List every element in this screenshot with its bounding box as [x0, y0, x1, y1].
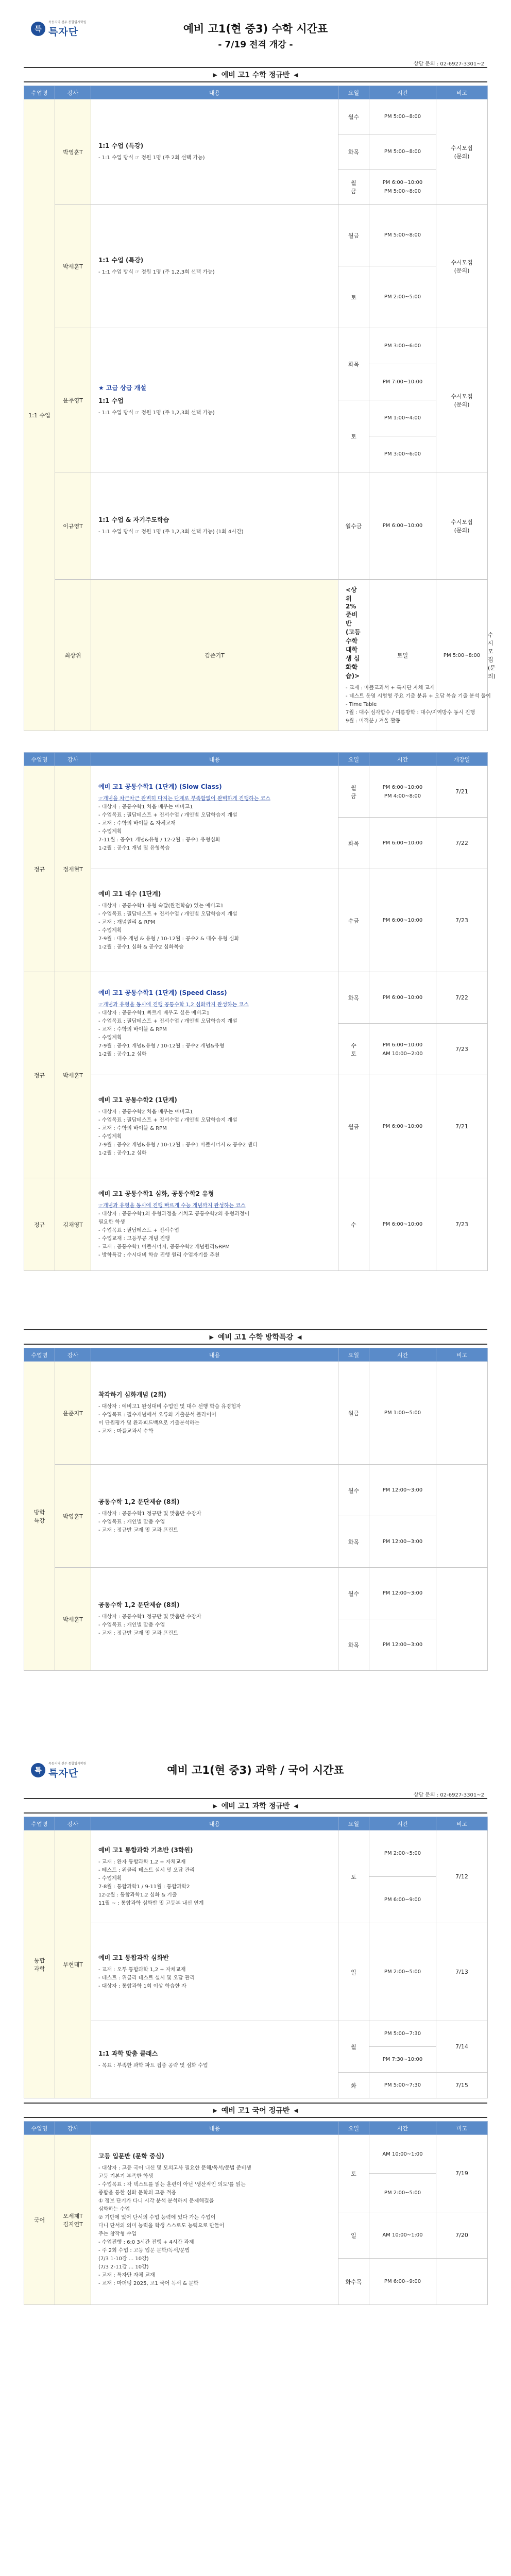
logo-tagline: 목동지역 선두 통합입시학원	[48, 21, 87, 24]
table-row: 화목 PM 6:00~10:00 7/22	[24, 818, 488, 869]
class-content: 고등 입문반 (문학 중심) - 대상자 : 고등 국어 내신 및 모의고사 필요한 문해/독서/문법 준비생 고등 기본기 부족한 학생 - 수업목표 : 각 텍스트를 읽는 훈련이 아닌 '생산적인 의도'를 읽는 종합을 통한 심화 문학의 고등 적응 ① 정보 단기가 다니 시각 분석 분석하지 문제해결을 심화하는 수업 ② 기반에 있어 단서의 수업 능력에 있다 가는 수업이 다니 단서의 의미 능력을 학생 스스로도 능력으로 만들어 주는 창작형 수업 - 수업진행 : 6:0 3시간 진행 + 4시간 과제 - 주 2회 수업 : 고등 입문 문학/독서/문법 (7/3 1-10강 ... 10강) (7/3 2-11강 ... 10강) - 교재 : 특자단 자체 교재 - 교재 : 마더텅 2025, 고1 국어 독서 & 문학	[91, 2135, 338, 2305]
academy-logo: 특 목동지역 선두 통합입시학원 특자단	[31, 1761, 86, 1780]
table-row: 일 AM 10:00~1:00 7/20	[24, 2212, 488, 2259]
triangle-left-icon: ◀	[294, 1802, 298, 1809]
class-content: 예비 고1 공통수학1 (1단계) (Slow Class) ☞개념을 차근차근 완벽히 다지는 단계로 부족함없이 완벽하게 진행하는 코스 - 대상자 : 공통수학1 처음 배우는 예비고1 - 수업목표 : 필답테스트 + 진서수업 / 개인별 오답학습지 개설 - 교재 : 수학의 바이블 & 자체교재 - 수업계획 7-11월 : 공수1 개념&유형 / 12-2월 : 공수1 유형심화 1-2월 : 공수1 개념 및 유형복습	[91, 766, 338, 869]
table-row: 정규 김채영T 예비 고1 공통수학1 심화, 공통수학2 유형 ☞개념과 유형을 동시에 진행 빠르게 수능 개념까지 완성하는 코스 - 대상자 : 공통수학1의 유형과정을 거치고 공통수학2의 유형과정이 필요한 학생 - 수업목표 : 필답테스트 + 진서수업 - 수업교재 : 고등부공 개념 진행 - 교재 : 공통수학1 마플시너지, 공통수학2 개념원리&RPM - 방학특강 : 수시대비 학습 진행 원리 수업자기를 추천 수 PM 6:00~10:00 7/23	[24, 1178, 488, 1271]
triangle-left-icon: ◀	[294, 71, 298, 78]
triangle-left-icon: ◀	[294, 2107, 298, 2114]
triangle-right-icon: ▶	[209, 1333, 214, 1341]
table-row: 정규 정재현T 예비 고1 공통수학1 (1단계) (Slow Class) ☞개념을 차근차근 완벽히 다지는 단계로 부족함없이 완벽하게 진행하는 코스 - 대상자 : 공통수학1 처음 배우는 예비고1 - 수업목표 : 필답테스트 + 진서수업 / 개인별 오답학습지 개설 - 교재 : 수학의 바이블 & 자체교재 - 수업계획 7-11월 : 공수1 개념&유형 / 12-2월 : 공수1 유형심화 1-2월 : 공수1 개념 및 유형복습 월 금 PM 6:00~10:00 PM 4:00~8:00 7/21	[24, 766, 488, 818]
class-content: 예비 고1 대수 (1단계) - 대상자 : 공통수학1 유형 숙달(완전학습) 있는 예비고1 - 수업목표 : 필답테스트 + 진서수업 / 개인별 오답학습지 개설 - 교재 : 개념원리 & RPM - 수업계획 7-9월 : 대수 개념 & 유형 / 10-12월 : 공수2 & 대수 유형 심화 1-2월 : 공수1 심화 & 공수2 심화복습	[91, 869, 338, 972]
table-row: 최상위 김준기T <상위 2% 준비반 (고등수학 대학생 심화학습)> - 교재 : 마플교과서 + 특자단 자체 교재 - 테스트 운영 시험형 주요 기출 분류 + 오답 복습 기출 분석 풀이 - Time Table 7월 : 대수 심각함수 / 여름방학 : 대수/지역방수 동시 진행 9월 : 미적분 / 겨울 활동 토일 PM 5:00~8:00 수시모집 (문의)	[24, 580, 488, 731]
table-row: PM 3:00~6:00	[24, 436, 488, 472]
class-content: 1:1 수업 & 자기주도학습 - 1:1 수업 방식 ☞ 정원 1명 (주 1,2,3회 선택 가능) (1회 4시간)	[91, 472, 338, 580]
table-row: 방학 특강 윤준지T 착각하기 심화개념 (2회) - 대상자 : 예비고1 완성대비 수업인 및 대수 선행 학습 유경험자 - 수업목표 : 필수개념에서 오류와 기출분석 블라이어 이 단원평가 및 완과피드백으로 기출분석하는 - 교재 : 마플교과서 수학 월금 PM 1:00~5:00	[24, 1362, 488, 1465]
table-row: 박영훈T 공통수학 1,2 문단제습 (8회) - 대상자 : 공통수학1 정규반 및 맞춤반 수강자 - 수업목표 : 개인별 맞춤 수업 - 교재 : 정규반 교재 및 교과 프린트 월수 PM 12:00~3:00	[24, 1465, 488, 1516]
table-row: 화목 PM 12:00~3:00	[24, 1619, 488, 1671]
col-day: 요일	[338, 86, 369, 99]
table-row: 윤주영T ★ 고급 상급 개설 1:1 수업 - 1:1 수업 방식 ☞ 정원 1명 (주 1,2,3회 선택 가능) 화목 PM 3:00~6:00 수시모집 (문의)	[24, 328, 488, 364]
class-content: 예비 고1 공통수학1 심화, 공통수학2 유형 ☞개념과 유형을 동시에 진행 빠르게 수능 개념까지 완성하는 코스 - 대상자 : 공통수학1의 유형과정을 거치고 공통수학2의 유형과정이 필요한 학생 - 수업목표 : 필답테스트 + 진서수업 - 수업교재 : 고등부공 개념 진행 - 교재 : 공통수학1 마플시너지, 공통수학2 개념원리&RPM - 방학특강 : 수시대비 학습 진행 원리 수업자기를 추천	[91, 1178, 338, 1271]
col-category: 수업명	[24, 86, 55, 99]
class-content: 예비 고1 통합과학 기초반 (3학원) - 교재 : 완자 통합과학 1,2 + 자체교재 - 테스트 : 위클리 테스트 실시 및 오답 관리 - 수업계획 7-8월 : 통합과학1 / 9-11월 : 통합과학2 12-2월 : 통합과학1,2 심화 & 기출 11월 ~ : 통합과학 심화반 및 고등부 내신 연계	[91, 1831, 338, 1923]
sheet-header	[24, 1741, 487, 1798]
table-row: 1:1 과학 맞춤 클래스 - 목표 : 부족한 과학 파트 집중 공략 및 심화 수업 월 PM 5:00~7:30 7/14	[24, 2021, 488, 2047]
triangle-right-icon: ▶	[213, 2107, 217, 2114]
logo-mark-icon: 특	[31, 1763, 45, 1777]
category-cell: 최상위	[55, 580, 91, 731]
section-banner-special: ▶ 예비 고1 수학 방학특강 ◀	[24, 1329, 487, 1345]
table-row: 토 PM 2:00~5:00	[24, 266, 488, 328]
table-header-row: 수업명 강사 내용 요일 시간 개강일	[24, 753, 488, 766]
table-header-row	[24, 86, 488, 99]
col-content: 내용	[91, 86, 338, 99]
table-row: 수 토 PM 6:00~10:00 AM 10:00~2:00 7/23	[24, 1024, 488, 1075]
table-row: PM 2:00~5:00	[24, 2174, 488, 2212]
special-course-sheet	[24, 1329, 487, 1671]
note-cell: 수시모집 (문의)	[436, 472, 488, 580]
page-title: 예비 고1(현 중3) 수학 시간표	[183, 23, 328, 35]
table-header-row: 수업명 강사 내용 요일 시간 비고	[24, 1817, 488, 1831]
teacher-cell: 박영훈T	[55, 99, 91, 205]
class-content: 공통수학 1,2 문단제습 (8회) - 대상자 : 공통수학1 정규반 및 맞춤반 수강자 - 수업목표 : 개인별 맞춤 수업 - 교재 : 정규반 교재 및 교과 프린트	[91, 1568, 338, 1671]
note-cell: 수시모집 (문의)	[436, 205, 488, 328]
table-row: 박세훈T 공통수학 1,2 문단제습 (8회) - 대상자 : 공통수학1 정규반 및 맞춤반 수강자 - 수업목표 : 개인별 맞춤 수업 - 교재 : 정규반 교재 및 교과 프린트 월수 PM 12:00~3:00	[24, 1568, 488, 1619]
table-row: 정규 박세훈T 예비 고1 공통수학1 (1단계) (Speed Class) ☞개념과 유형을 동시에 진행 공통수학 1,2 심화까지 완성하는 코스 - 대상자 : 공통수학1 빠르게 배우고 싶은 예비고1 - 수업목표 : 필답테스트 + 진서수업 / 개인별 오답학습지 개설 - 교재 : 수학의 바이블 & RPM - 수업계획 7-9월 : 공수1 개념&유형 / 10-12월 : 공수2 개념&유형 1-2월 : 공수1,2 심화 화목 PM 6:00~10:00 7/22	[24, 972, 488, 1024]
page-subtitle: - 7/19 전격 개강 -	[218, 40, 293, 50]
table-row: 통합 과학 부현태T 예비 고1 통합과학 기초반 (3학원) - 교재 : 완자 통합과학 1,2 + 자체교재 - 테스트 : 위클리 테스트 실시 및 오답 관리 - 수업계획 7-8월 : 통합과학1 / 9-11월 : 통합과학2 12-2월 : 통합과학1,2 심화 & 기출 11월 ~ : 통합과학 심화반 및 고등부 내신 연계 토 PM 2:00~5:00 7/12	[24, 1831, 488, 1877]
page-title: 예비 고1(현 중3) 과학 / 국어 시간표	[167, 1764, 344, 1776]
class-content: 예비 고1 공통수학1 (1단계) (Speed Class) ☞개념과 유형을 동시에 진행 공통수학 1,2 심화까지 완성하는 코스 - 대상자 : 공통수학1 빠르게 배우고 싶은 예비고1 - 수업목표 : 필답테스트 + 진서수업 / 개인별 오답학습지 개설 - 교재 : 수학의 바이블 & RPM - 수업계획 7-9월 : 공수1 개념&유형 / 10-12월 : 공수2 개념&유형 1-2월 : 공수1,2 심화	[91, 972, 338, 1075]
math-schedule-sheet	[24, 0, 496, 731]
table-row: 국어 오세제T 김지연T 고등 입문반 (문학 중심) - 대상자 : 고등 국어 내신 및 모의고사 필요한 문해/독서/문법 준비생 고등 기본기 부족한 학생 - 수업목표 : 각 텍스트를 읽는 훈련이 아닌 '생산적인 의도'를 읽는 종합을 통한 심화 문학의 고등 적응 ① 정보 단기가 다니 시각 분석 분석하지 문제해결을 심화하는 수업 ② 기반에 있어 단서의 수업 능력에 있다 가는 수업이 다니 단서의 의미 능력을 학생 스스로도 능력으로 만들어 주는 창작형 수업 - 수업진행 : 6:0 3시간 진행 + 4시간 과제 - 주 2회 수업 : 고등 입문 문학/독서/문법 (7/3 1-10강 ... 10강) (7/3 2-11강 ... 10강) - 교재 : 특자단 자체 교재 - 교재 : 마더텅 2025, 고1 국어 독서 & 문학 토 AM 10:00~1:00 7/19	[24, 2135, 488, 2174]
logo-name: 특자단	[48, 26, 79, 38]
class-content: 공통수학 1,2 문단제습 (8회) - 대상자 : 공통수학1 정규반 및 맞춤반 수강자 - 수업목표 : 개인별 맞춤 수업 - 교재 : 정규반 교재 및 교과 프린트	[91, 1465, 338, 1568]
math-regular-table	[24, 86, 496, 731]
table-row: 이규영T 1:1 수업 & 자기주도학습 - 1:1 수업 방식 ☞ 정원 1명 (주 1,2,3회 선택 가능) (1회 4시간) 월수금 PM 6:00~10:00 수시모집 (문의)	[24, 472, 488, 580]
table-row: PM 6:00~9:00	[24, 1877, 488, 1923]
class-content: 예비 고1 통합과학 심화반 - 교재 : 오투 통합과학 1,2 + 자체교재 - 테스트 : 위클리 테스트 실시 및 오답 관리 - 대상자 : 통합과학 1회 이상 학습한 자	[91, 1923, 338, 2021]
table-row: 박세훈T 1:1 수업 (특강) - 1:1 수업 방식 ☞ 정원 1명 (주 1,2,3회 선택 가능) 월금 PM 5:00~8:00 수시모집 (문의)	[24, 205, 488, 266]
special-table	[24, 1348, 488, 1671]
table-row: PM 7:00~10:00	[24, 364, 488, 400]
note-cell: 수시모집 (문의)	[436, 99, 488, 205]
col-time: 시간	[369, 86, 436, 99]
class-content: 1:1 과학 맞춤 클래스 - 목표 : 부족한 과학 파트 집중 공략 및 심화 수업	[91, 2021, 338, 2098]
section-banner-korean: ▶ 예비 고1 국어 정규반 ◀	[24, 2103, 487, 2118]
teacher-cell: 박세훈T	[55, 205, 91, 328]
table-row: 화목 PM 12:00~3:00	[24, 1516, 488, 1568]
science-korean-sheet	[24, 1741, 487, 2305]
table-row: 화목 PM 5:00~8:00	[24, 134, 488, 170]
class-content: 1:1 수업 (특강) - 1:1 수업 방식 ☞ 정원 1명 (주 1,2,3회 선택 가능)	[91, 205, 338, 328]
note-cell: 수시모집 (문의)	[436, 328, 488, 472]
contact-phone: 상담 문의 : 02-6927-3301~2	[413, 61, 484, 67]
section-banner-math: ▶ 예비 고1 수학 정규반 ◀	[24, 67, 487, 82]
table-row: 1:1 수업 박영훈T 1:1 수업 (특강) - 1:1 수업 방식 ☞ 정원 1명 (주 2회 선택 가능) 월수 PM 5:00~8:00 수시모집 (문의)	[24, 99, 488, 134]
logo-mark-icon: 특	[31, 22, 45, 36]
section-banner-science: ▶ 예비 고1 과학 정규반 ◀	[24, 1798, 487, 1814]
class-content: 착각하기 심화개념 (2회) - 대상자 : 예비고1 완성대비 수업인 및 대수 선행 학습 유경험자 - 수업목표 : 필수개념에서 오류와 기출분석 블라이어 이 단원평가 및 완과피드백으로 기출분석하는 - 교재 : 마플교과서 수학	[91, 1362, 338, 1465]
class-content: 1:1 수업 (특강) - 1:1 수업 방식 ☞ 정원 1명 (주 2회 선택 가능)	[91, 99, 338, 205]
table-row: 예비 고1 대수 (1단계) - 대상자 : 공통수학1 유형 숙달(완전학습) 있는 예비고1 - 수업목표 : 필답테스트 + 진서수업 / 개인별 오답학습지 개설 - 교재 : 개념원리 & RPM - 수업계획 7-9월 : 대수 개념 & 유형 / 10-12월 : 공수2 & 대수 유형 심화 1-2월 : 공수1 심화 & 공수2 심화복습 수금 PM 6:00~10:00 7/23	[24, 869, 488, 972]
class-content: ★ 고급 상급 개설 1:1 수업 - 1:1 수업 방식 ☞ 정원 1명 (주 1,2,3회 선택 가능)	[91, 328, 338, 472]
teacher-cell: 이규영T	[55, 472, 91, 580]
table-header-row: 수업명 강사 내용 요일 시간 비고	[24, 1348, 488, 1362]
triangle-left-icon: ◀	[297, 1333, 302, 1341]
contact-phone: 상담 문의 : 02-6927-3301~2	[413, 1792, 484, 1798]
sheet-header	[24, 0, 487, 67]
table-row: 화수목 PM 6:00~9:00	[24, 2259, 488, 2305]
table-row: 화 PM 5:00~7:30 7/15	[24, 2073, 488, 2098]
teacher-cell: 김준기T	[91, 580, 338, 731]
triangle-right-icon: ▶	[213, 71, 217, 78]
korean-table	[24, 2121, 488, 2305]
table-row: 예비 고1 공통수학2 (1단계) - 대상자 : 공통수학2 처음 배우는 예비고1 - 수업목표 : 필답테스트 + 진서수업 / 개인별 오답학습지 개설 - 교재 : 수학의 바이블 & RPM - 수업계획 7-9월 : 공수2 개념&유형 / 10-12월 : 공수1 마플시너지 & 공수2 셴티 1-2월 : 공수1,2 심화 월금 PM 6:00~10:00 7/21	[24, 1075, 488, 1178]
math-group-table	[24, 752, 488, 1271]
table-row: 예비 고1 통합과학 심화반 - 교재 : 오투 통합과학 1,2 + 자체교재 - 테스트 : 위클리 테스트 실시 및 오답 관리 - 대상자 : 통합과학 1회 이상 학습한 자 일 PM 2:00~5:00 7/13	[24, 1923, 488, 2021]
col-teacher: 강사	[55, 86, 91, 99]
table-row: 월 금 PM 6:00~10:00 PM 5:00~8:00	[24, 170, 488, 205]
class-content: <상위 2% 준비반 (고등수학 대학생 심화학습)> - 교재 : 마플교과서 + 특자단 자체 교재 - 테스트 운영 시험형 주요 기출 분류 + 오답 복습 기출 분석 풀이 - Time Table 7월 : 대수 심각함수 / 여름방학 : 대수/지역방수 동시 진행 9월 : 미적분 / 겨울 활동	[338, 580, 369, 731]
teacher-cell: 윤주영T	[55, 328, 91, 472]
table-header-row: 수업명 강사 내용 요일 시간 비고	[24, 2122, 488, 2135]
category-cell: 1:1 수업	[24, 99, 55, 731]
table-row: PM 7:30~10:00	[24, 2047, 488, 2073]
science-table	[24, 1817, 488, 2098]
triangle-right-icon: ▶	[213, 1802, 217, 1809]
class-content: 예비 고1 공통수학2 (1단계) - 대상자 : 공통수학2 처음 배우는 예비고1 - 수업목표 : 필답테스트 + 진서수업 / 개인별 오답학습지 개설 - 교재 : 수학의 바이블 & RPM - 수업계획 7-9월 : 공수2 개념&유형 / 10-12월 : 공수1 마플시너지 & 공수2 셴티 1-2월 : 공수1,2 심화	[91, 1075, 338, 1178]
math-group-sheet	[24, 752, 487, 1271]
col-note: 비고	[436, 86, 488, 99]
table-row: 토 PM 1:00~4:00	[24, 400, 488, 436]
